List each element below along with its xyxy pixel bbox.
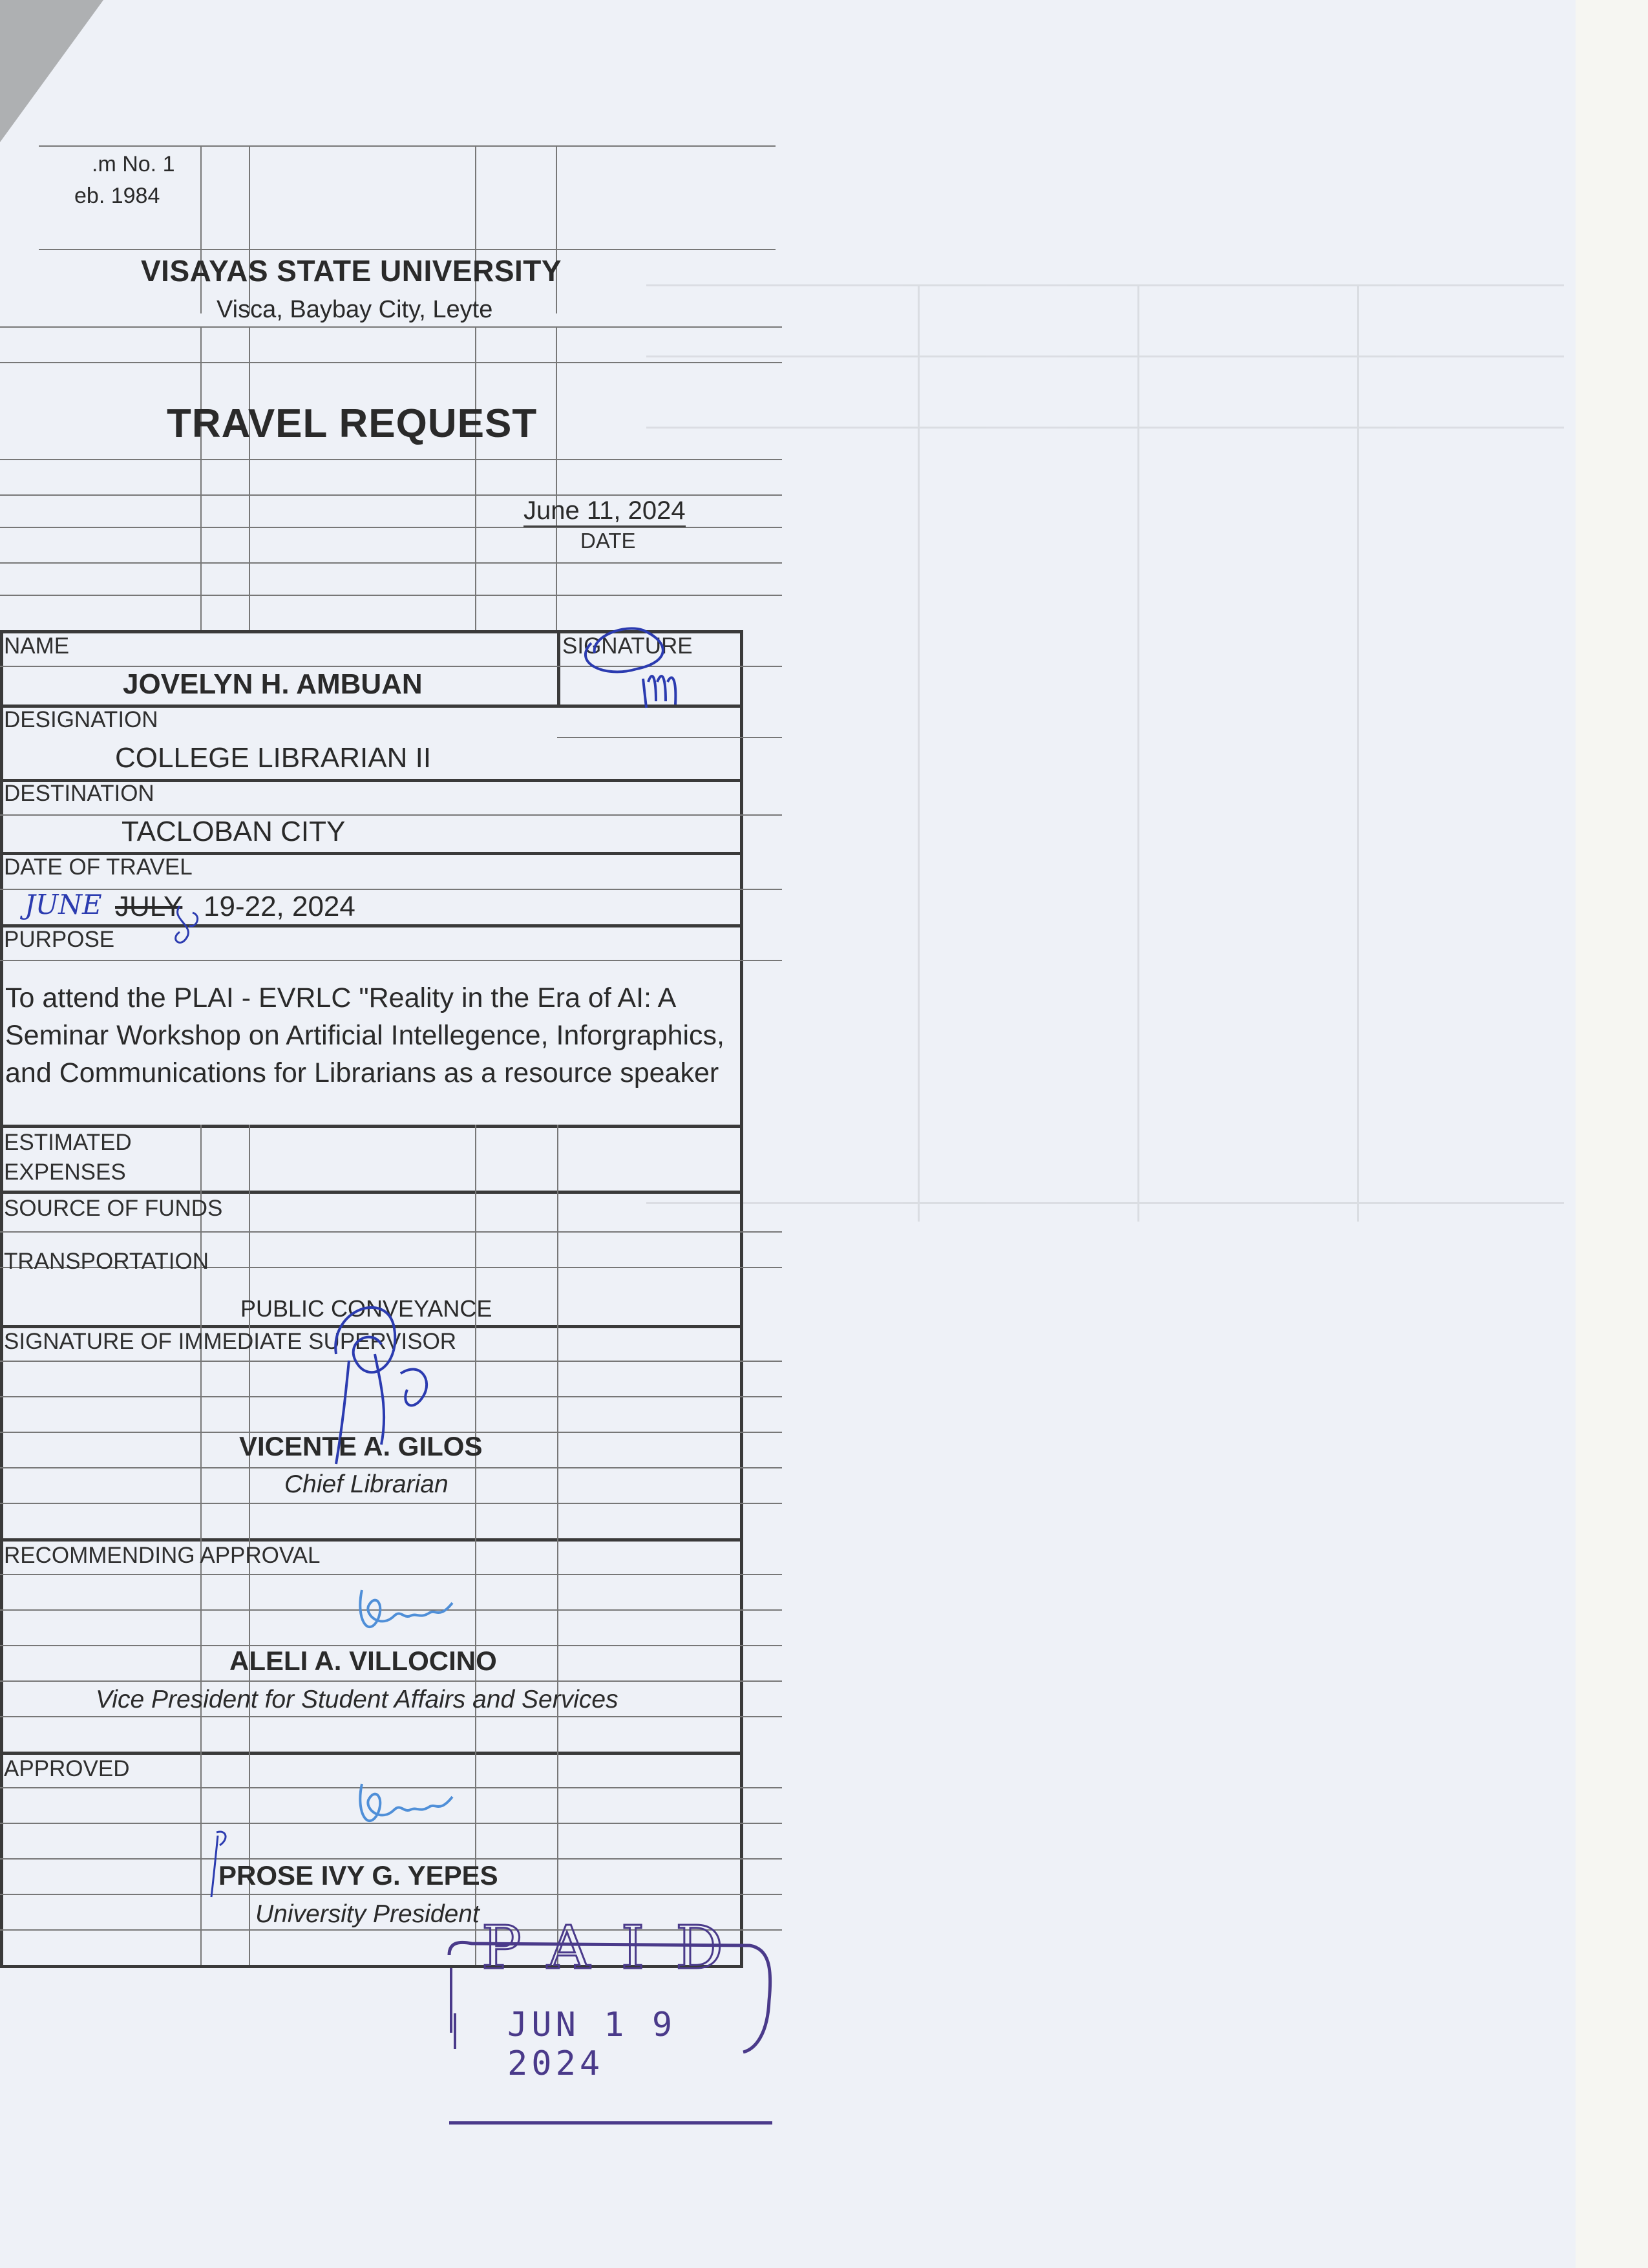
traveler-signature-icon — [565, 617, 714, 721]
date-of-travel-value: 19-22, 2024 — [204, 891, 355, 922]
approver-signature-icon — [349, 1774, 465, 1858]
supervisor-label: SIGNATURE OF IMMEDIATE SUPERVISOR — [4, 1329, 457, 1354]
purpose-label: PURPOSE — [4, 927, 115, 952]
handwritten-correction-icon — [167, 900, 212, 951]
form-number: .m No. 1 — [92, 152, 175, 176]
date-of-travel-label: DATE OF TRAVEL — [4, 854, 193, 880]
page-title: TRAVEL REQUEST — [167, 401, 538, 446]
transportation-label: TRANSPORTATION — [4, 1249, 209, 1274]
recommending-name: ALELI A. VILLOCINO — [229, 1646, 497, 1676]
form-revision: eb. 1984 — [74, 184, 160, 208]
transportation-value: PUBLIC CONVEYANCE — [240, 1295, 492, 1322]
destination-value: TACLOBAN CITY — [121, 816, 346, 847]
paid-stamp — [446, 1913, 776, 2083]
estimated-expenses-label-line1: ESTIMATED — [4, 1130, 132, 1155]
paper-edge — [1576, 0, 1648, 2268]
university-address: Visca, Baybay City, Leyte — [217, 296, 493, 323]
stamp-underline — [449, 2121, 772, 2125]
recommending-approval-label: RECOMMENDING APPROVAL — [4, 1543, 321, 1568]
folded-corner — [0, 0, 103, 142]
university-name: VISAYAS STATE UNIVERSITY — [141, 254, 562, 288]
designation-label: DESIGNATION — [4, 707, 158, 732]
approver-name: PROSE IVY G. YEPES — [218, 1860, 498, 1891]
purpose-value: To attend the PLAI - EVRLC "Reality in the Era of AI: A Seminar Workshop on Artificial Intellegence, Inforgraphics, and Communications for Librarians as a resource speaker — [5, 982, 724, 1088]
date-of-travel-struck-month: JULY — [115, 891, 183, 922]
destination-label: DESTINATION — [4, 781, 154, 806]
request-date: June 11, 2024 — [523, 496, 686, 527]
date-of-travel-correction: JUNE — [25, 889, 102, 920]
estimated-expenses-label-line2: EXPENSES — [4, 1160, 126, 1185]
request-date-label: DATE — [580, 529, 636, 553]
recommending-title: Vice President for Student Affairs and Services — [96, 1686, 618, 1713]
paid-stamp-word: PAID — [481, 1913, 754, 1982]
source-of-funds-label: SOURCE OF FUNDS — [4, 1196, 223, 1221]
approver-title: University President — [255, 1900, 480, 1928]
paid-stamp-date: JUN 1 9 2024 — [507, 2006, 677, 2083]
bleed-through-layer — [646, 103, 1570, 1461]
name-label: NAME — [4, 633, 70, 659]
supervisor-name: VICENTE A. GILOS — [239, 1431, 483, 1461]
approved-label: APPROVED — [4, 1756, 130, 1781]
designation-value: COLLEGE LIBRARIAN II — [115, 742, 432, 774]
traveler-name: JOVELYN H. AMBUAN — [123, 668, 423, 700]
signature-label: SIGNATURE — [562, 633, 693, 659]
supervisor-title: Chief Librarian — [284, 1470, 449, 1498]
